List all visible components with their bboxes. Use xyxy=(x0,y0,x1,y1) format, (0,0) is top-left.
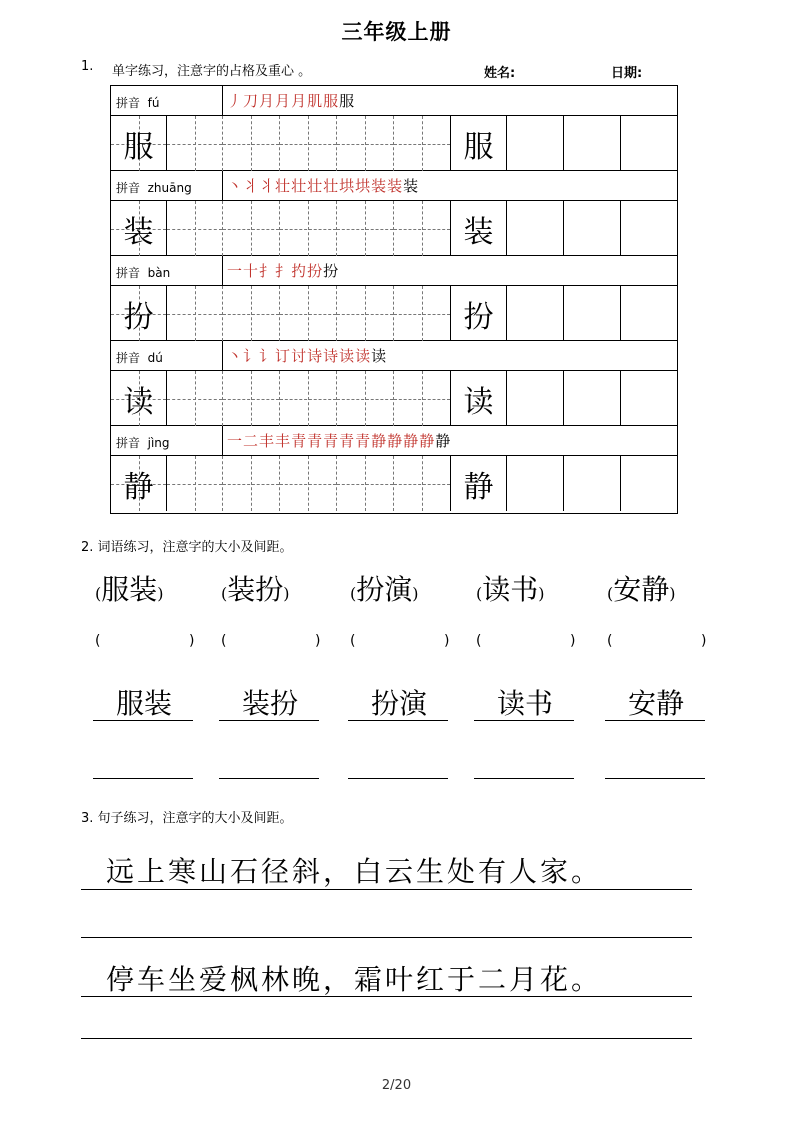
practice-cell xyxy=(337,201,394,256)
stroke-step: 扮 xyxy=(307,262,323,280)
writing-line xyxy=(81,889,692,890)
word-writing-line xyxy=(474,720,574,721)
stroke-step: 读 xyxy=(371,347,387,365)
stroke-step: 丰 xyxy=(259,432,275,450)
stroke-step: 丶 xyxy=(227,347,243,365)
practice-cell xyxy=(394,116,451,171)
practice-cell xyxy=(394,456,451,511)
model-char-cell xyxy=(111,456,167,511)
pinyin-blank-close: ) xyxy=(570,633,576,649)
writing-line xyxy=(81,996,692,997)
practice-cell xyxy=(621,456,677,511)
stroke-step: 读 xyxy=(339,347,355,365)
practice-cell xyxy=(280,456,337,511)
model-char-cell xyxy=(451,201,507,256)
section2-title: 2. 词语练习，注意字的大小及间距。 xyxy=(81,540,293,555)
stroke-step: 诗 xyxy=(323,347,339,365)
practice-cell xyxy=(223,371,280,426)
trace-word: 安静 xyxy=(627,687,684,720)
word-with-parens: (服装) xyxy=(95,573,164,606)
stroke-step: 刀 xyxy=(243,92,259,110)
practice-cell xyxy=(280,201,337,256)
trace-word: 扮演 xyxy=(370,687,427,720)
stroke-step: 扚 xyxy=(291,262,307,280)
stroke-step: 一 xyxy=(227,262,243,280)
practice-cell xyxy=(564,201,621,256)
practice-cell xyxy=(507,201,564,256)
word-writing-line xyxy=(219,778,319,779)
practice-cell xyxy=(167,116,223,171)
stroke-step: 丶 xyxy=(227,177,243,195)
practice-cell xyxy=(621,286,677,341)
pinyin-row xyxy=(111,256,677,286)
practice-cell xyxy=(564,116,621,171)
character-row xyxy=(111,456,677,511)
stroke-step: 扌 xyxy=(259,262,275,280)
practice-cell xyxy=(621,371,677,426)
pinyin-label: 拼音 zhuāng xyxy=(116,181,192,195)
practice-cell xyxy=(564,371,621,426)
stroke-step: 十 xyxy=(243,262,259,280)
stroke-step: 青 xyxy=(291,432,307,450)
page-number: 2/20 xyxy=(381,1078,412,1093)
pinyin-row xyxy=(111,426,677,456)
stroke-step: 青 xyxy=(355,432,371,450)
stroke-step: 装 xyxy=(387,177,403,195)
model-character: 服 xyxy=(123,129,154,165)
word-writing-line xyxy=(474,778,574,779)
stroke-step: 壮 xyxy=(323,177,339,195)
practice-cell xyxy=(507,456,564,511)
stroke-step: 月 xyxy=(291,92,307,110)
practice-cell xyxy=(167,371,223,426)
word-writing-line xyxy=(93,720,193,721)
practice-cell xyxy=(621,201,677,256)
model-char-cell xyxy=(111,116,167,171)
stroke-step: 肌 xyxy=(307,92,323,110)
model-character: 扮 xyxy=(123,299,154,335)
practice-cell xyxy=(280,371,337,426)
trace-word: 读书 xyxy=(496,687,553,720)
stroke-step: 讨 xyxy=(291,347,307,365)
pinyin-separator xyxy=(222,171,223,200)
model-char-cell xyxy=(451,371,507,426)
character-row xyxy=(111,201,677,256)
stroke-order xyxy=(227,345,387,366)
stroke-step: 静 xyxy=(403,432,419,450)
word-with-parens: (安静) xyxy=(607,573,676,606)
model-character: 读 xyxy=(123,384,154,420)
stroke-step: 丿 xyxy=(227,92,243,110)
practice-cell xyxy=(507,116,564,171)
practice-cell xyxy=(337,116,394,171)
stroke-step: 垬 xyxy=(355,177,371,195)
pinyin-separator xyxy=(222,426,223,455)
stroke-order xyxy=(227,430,451,451)
practice-cell xyxy=(280,286,337,341)
section3-title: 3. 句子练习，注意字的大小及间距。 xyxy=(81,811,293,826)
stroke-step: 丬 xyxy=(259,177,275,195)
model-char-cell xyxy=(451,286,507,341)
stroke-step: 壮 xyxy=(291,177,307,195)
practice-cell xyxy=(564,286,621,341)
stroke-step: 青 xyxy=(307,432,323,450)
stroke-step: 静 xyxy=(435,432,451,450)
pinyin-separator xyxy=(222,256,223,285)
stroke-step: 静 xyxy=(387,432,403,450)
stroke-step: 扌 xyxy=(275,262,291,280)
trace-word: 装扮 xyxy=(241,687,298,720)
writing-line xyxy=(81,937,692,938)
pinyin-blank-open: ( xyxy=(221,633,227,649)
stroke-step: 装 xyxy=(403,177,419,195)
stroke-step: 静 xyxy=(371,432,387,450)
word-writing-line xyxy=(93,778,193,779)
word-writing-line xyxy=(605,778,705,779)
practice-cell xyxy=(167,456,223,511)
practice-cell xyxy=(507,286,564,341)
trace-word: 服装 xyxy=(115,687,172,720)
model-character: 装 xyxy=(123,214,154,250)
name-label: 姓名: xyxy=(484,66,516,81)
word-with-parens: (装扮) xyxy=(221,573,290,606)
stroke-step: 订 xyxy=(275,347,291,365)
character-row xyxy=(111,371,677,426)
stroke-step: 诗 xyxy=(307,347,323,365)
sentence-2: 停车坐爱枫林晚，霜叶红于二月花。 xyxy=(106,963,603,996)
pinyin-blank-close: ) xyxy=(315,633,321,649)
section1-instruction: 单字练习，注意字的占格及重心 。 xyxy=(112,64,312,79)
word-with-parens: (扮演) xyxy=(350,573,419,606)
pinyin-row xyxy=(111,171,677,201)
pinyin-row xyxy=(111,86,677,116)
word-with-parens: (读书) xyxy=(476,573,545,606)
practice-cell xyxy=(394,201,451,256)
stroke-step: 月 xyxy=(259,92,275,110)
stroke-step: 青 xyxy=(323,432,339,450)
pinyin-blank-open: ( xyxy=(95,633,101,649)
stroke-step: 一 xyxy=(227,432,243,450)
model-character: 静 xyxy=(463,469,494,505)
date-label: 日期: xyxy=(611,66,643,81)
stroke-order xyxy=(227,90,355,111)
pinyin-label: 拼音 bàn xyxy=(116,266,171,280)
pinyin-blank-open: ( xyxy=(476,633,482,649)
pinyin-blank-open: ( xyxy=(607,633,613,649)
model-char-cell xyxy=(111,286,167,341)
practice-cell xyxy=(394,371,451,426)
practice-cell xyxy=(337,371,394,426)
page-title: 三年级上册 xyxy=(341,20,452,44)
practice-cell xyxy=(621,116,677,171)
pinyin-blank-open: ( xyxy=(350,633,356,649)
character-practice-grid xyxy=(110,85,678,514)
stroke-step: 青 xyxy=(339,432,355,450)
practice-cell xyxy=(223,116,280,171)
stroke-step: 服 xyxy=(323,92,339,110)
model-character: 服 xyxy=(463,129,494,165)
stroke-step: 扮 xyxy=(323,262,339,280)
practice-cell xyxy=(337,456,394,511)
stroke-step: 壮 xyxy=(275,177,291,195)
pinyin-label: 拼音 fú xyxy=(116,96,160,110)
word-writing-line xyxy=(605,720,705,721)
model-char-cell xyxy=(451,116,507,171)
pinyin-separator xyxy=(222,341,223,370)
stroke-step: 读 xyxy=(355,347,371,365)
practice-cell xyxy=(167,286,223,341)
word-writing-line xyxy=(219,720,319,721)
pinyin-blank-close: ) xyxy=(444,633,450,649)
stroke-step: 静 xyxy=(419,432,435,450)
model-character: 读 xyxy=(463,384,494,420)
pinyin-row xyxy=(111,341,677,371)
pinyin-label: 拼音 jìng xyxy=(116,436,170,450)
practice-cell xyxy=(564,456,621,511)
stroke-step: 装 xyxy=(371,177,387,195)
character-row xyxy=(111,286,677,341)
stroke-step: 丬 xyxy=(243,177,259,195)
writing-line xyxy=(81,1038,692,1039)
pinyin-blank-close: ) xyxy=(189,633,195,649)
stroke-step: 垬 xyxy=(339,177,355,195)
pinyin-label: 拼音 dú xyxy=(116,351,163,365)
pinyin-separator xyxy=(222,86,223,115)
model-char-cell xyxy=(111,201,167,256)
practice-cell xyxy=(223,456,280,511)
practice-cell xyxy=(167,201,223,256)
stroke-order xyxy=(227,260,339,281)
practice-cell xyxy=(337,286,394,341)
model-character: 装 xyxy=(463,214,494,250)
stroke-step: 讠 xyxy=(259,347,275,365)
stroke-step: 服 xyxy=(339,92,355,110)
model-character: 扮 xyxy=(463,299,494,335)
stroke-step: 月 xyxy=(275,92,291,110)
stroke-step: 讠 xyxy=(243,347,259,365)
sentence-1: 远上寒山石径斜，白云生处有人家。 xyxy=(106,855,603,888)
stroke-order xyxy=(227,175,419,196)
stroke-step: 二 xyxy=(243,432,259,450)
model-char-cell xyxy=(111,371,167,426)
word-writing-line xyxy=(348,778,448,779)
model-character: 静 xyxy=(123,469,154,505)
pinyin-blank-close: ) xyxy=(701,633,707,649)
practice-cell xyxy=(280,116,337,171)
section1-number: 1. xyxy=(81,59,94,74)
stroke-step: 丰 xyxy=(275,432,291,450)
model-char-cell xyxy=(451,456,507,511)
character-row xyxy=(111,116,677,171)
practice-cell xyxy=(507,371,564,426)
practice-cell xyxy=(394,286,451,341)
word-writing-line xyxy=(348,720,448,721)
practice-cell xyxy=(223,201,280,256)
stroke-step: 壮 xyxy=(307,177,323,195)
practice-cell xyxy=(223,286,280,341)
